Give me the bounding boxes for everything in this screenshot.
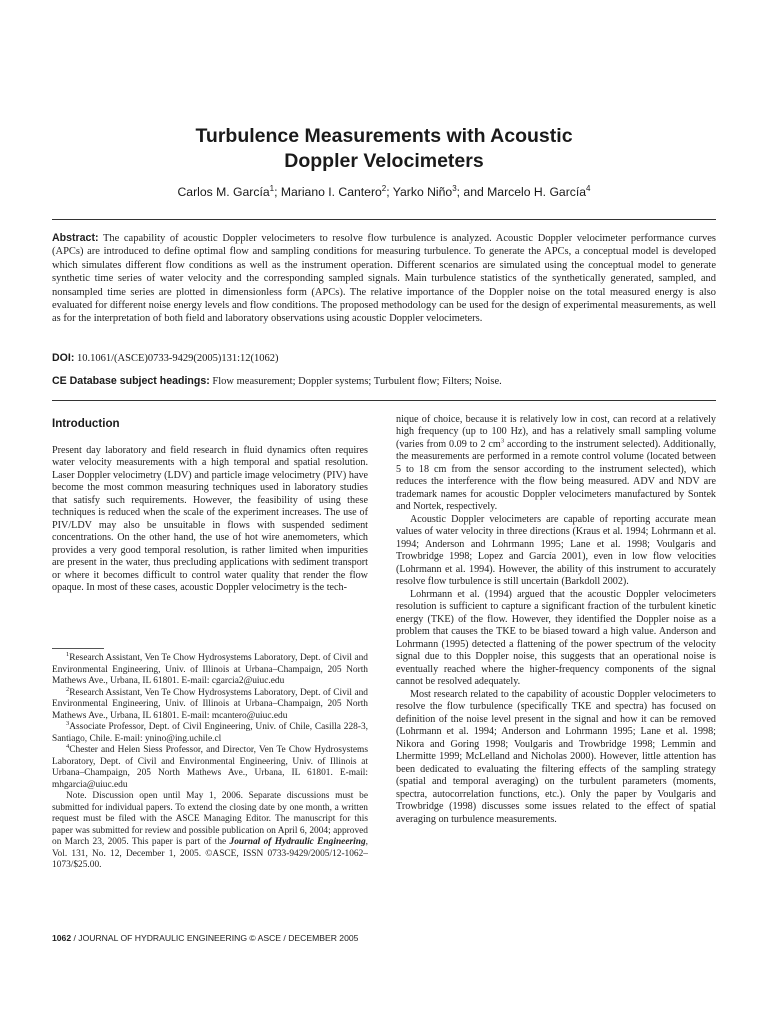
- title-line-1: Turbulence Measurements with Acoustic: [195, 125, 573, 147]
- footnote-4: [52, 742, 368, 791]
- footnote-1: [52, 650, 368, 688]
- footnote-mark: 2: [66, 685, 70, 693]
- right-column: [396, 414, 716, 826]
- title-line-2: Doppler Velocimeters: [284, 150, 484, 172]
- right-paragraph-3: Lohrmann et al. (1994) argued that the acoustic Doppler velocimeters resolution is sufficient to capture a significant fraction of the turbulent kinetic energy (TKE) of the flow. However, they identified the Doppler noise as a problem that causes the TKE to be biased toward a high value. Anderson and Lohrmann (1995) detected a flattening of the power spectrum of the velocity signal due to this Doppler noise, this suggests that an operational noise is eventually reached where the higher-frequency components of the signal cannot be resolved adequately.: [396, 588, 716, 688]
- note-text: Note. Discussion open until May 1, 2006. Separate discussions must be submitted for individual papers. To extend the closing date by one month, a written request must be filed with the ASCE Managing Editor. The manuscript for this paper was submitted for review and possible publication on April 6, 2004; approved on March 23, 2005. This paper is part of the: [52, 791, 368, 847]
- footnote-mark: 3: [66, 719, 70, 727]
- author-name: Carlos M. García: [177, 185, 270, 199]
- subject-headings-label: CE Database subject headings:: [52, 375, 210, 387]
- doi-label: DOI:: [52, 352, 75, 364]
- page-footer: [52, 933, 552, 943]
- doi-value[interactable]: 10.1061/(ASCE)0733-9429(2005)131:12(1062): [77, 353, 279, 364]
- right-paragraph-2: Acoustic Doppler velocimeters are capable of reporting accurate mean values of water velocity in three directions (Kraus et al. 1994; Lohrmann et al. 1994; Anderson and Lohrmann 1995; Lane et al. 1998; Voulgaris and Trowbridge 1998; Lopez and García 2001), even in low flow velocities (Lohrmann et al. 1994). However, the ability of this instrument to accurately resolve flow turbulence is still uncertain (Barkdoll 2002).: [396, 513, 716, 588]
- footnote-mark: 1: [66, 650, 70, 658]
- abstract-bottom-rule: [52, 400, 716, 401]
- author-name: Mariano I. Cantero: [280, 185, 382, 199]
- author-separator: ;: [386, 185, 393, 199]
- footnote-text: Associate Professor, Dept. of Civil Engineering, Univ. of Chile, Casilla 228-3, Santiago, Chile. E-mail: ynino@ing.uchile.cl: [52, 722, 368, 744]
- subject-headings-value: Flow measurement; Doppler systems; Turbulent flow; Filters; Noise.: [212, 376, 502, 387]
- author-list: [0, 185, 768, 199]
- footnotes: [52, 650, 368, 872]
- author-separator: ;: [274, 185, 281, 199]
- paragraph-text: according to the instrument selected). Additionally, the measurements are performed in a remote control volume (located between 5 to 18 cm from the sensor according to the instrument selected), which reduces the interference with the flow being measured. ADV and NDV are trademark names for acoustic Doppler velocimeters manufactured by Sontek and Nortek, respectively.: [396, 438, 716, 513]
- subject-headings: [52, 375, 716, 388]
- author-name: Yarko Niño: [392, 185, 453, 199]
- right-paragraph-1: [396, 414, 716, 514]
- author-affiliation-mark: 4: [586, 183, 591, 193]
- superscript: 3: [500, 437, 505, 445]
- footnote-mark: 4: [66, 742, 70, 750]
- page-number: 1062: [52, 933, 72, 943]
- intro-paragraph-1: Present day laboratory and field research in fluid dynamics often requires water velocity measurements with a high temporal and spatial resolution. Laser Doppler velocimetry (LDV) and particle image velocimetry (PIV) have become the most common measuring techniques used in laboratory studies that satisfy such requirements. However, the feasibility of using these techniques is reduced when the scale of the experiment increases. The use of PIV/LDV may also be unsuitable in flows with suspended sediment concentrations. On the other hand, the use of hot wire anemometers, which provides a very good temporal resolution, is rather limited when impurities are present in the water, thus precluding applications with sediment transport or where it becomes difficult to control water quality that render the flow opaque. In most of these cases, acoustic Doppler velocimetry is the tech-: [52, 445, 368, 594]
- left-column: [52, 414, 368, 595]
- abstract-top-rule: [52, 219, 716, 220]
- footnote-text: Research Assistant, Ven Te Chow Hydrosystems Laboratory, Dept. of Civil and Environmental Engineering, Univ. of Illinois at Urbana–Champaign, 205 North Mathews Ave., Urbana, IL 61801. E-mail: mcantero@uiuc.edu: [52, 687, 368, 721]
- journal-name: Journal of Hydraulic Engineering: [229, 837, 366, 847]
- author-affiliation-mark: 2: [381, 183, 387, 193]
- author-affiliation-mark: 1: [269, 183, 275, 193]
- right-paragraph-4: Most research related to the capability of acoustic Doppler velocimeters to resolve the flow turbulence (specifically TKE and spectra) has focused on definition of the noise level present in the signal and how it can be removed (Lohrmann et al. 1994; Anderson and Lohrmann 1995; Lane et al. 1998; Nikora and Goring 1998; Voulgaris and Trowbridge 1998; Lemmin and Lhermitte 1999; McLelland and Nicholas 2000). However, little attention has been dedicated to evaluating the filtering effects of the sampling strategy (spatial and temporal averaging) on the turbulent parameters (moments, spectra, autocorrelation functions, etc.). Only the paper by Voulgaris and Trowbridge (1998) discusses some issues related to the effect of spatial averaging on turbulence measurements.: [396, 688, 716, 825]
- doi-line: [52, 352, 716, 365]
- footnote-text: Research Assistant, Ven Te Chow Hydrosystems Laboratory, Dept. of Civil and Environmental Engineering, Univ. of Illinois at Urbana–Champaign, 205 North Mathews Ave., Urbana, IL 61801. E-mail: cgarcia2@uiuc.edu: [52, 653, 368, 686]
- paragraph-text: nique of choice, because it is relatively low in cost, can record at a relatively high frequency (up to 100 Hz), and has a relatively small sampling volume (varies from 0.09 to 2 cm: [396, 414, 716, 450]
- footnote-rule: [52, 648, 104, 649]
- abstract-label: Abstract:: [52, 232, 99, 244]
- footer-journal: / JOURNAL OF HYDRAULIC ENGINEERING © ASCE / DECEMBER 2005: [71, 933, 359, 943]
- editorial-note: [52, 791, 368, 872]
- paper-title: [0, 124, 768, 174]
- abstract-text: The capability of acoustic Doppler velocimeters to resolve flow turbulence is analyzed. Acoustic Doppler velocimeter performance curves (APCs) are introduced to define optimal flow and sampling conditions for measuring turbulence. To generate the APCs, a conceptual model is developed which simulates different flow conditions as well as the instrument operation. Different scenarios are simulated using the conceptual model to generate synthetic time series of water velocity and the corresponding sampled signals. Main turbulence statistics of the synthetically generated, sampled, and nonsampled time series are plotted in dimensionless form (APCs). The relative importance of the Doppler noise on the total measured energy is also evaluated for different noise energy levels and flow conditions. The proposed methodology can be used for the design of experimental measurements, as well as for the interpretation of both field and laboratory observations using acoustic Doppler velocimeters.: [52, 233, 716, 325]
- abstract: [52, 232, 716, 326]
- author-separator: ; and: [456, 185, 488, 199]
- footnote-2: [52, 685, 368, 723]
- section-heading-introduction: Introduction: [52, 417, 120, 430]
- author-affiliation-mark: 3: [452, 183, 457, 193]
- footnote-text: Chester and Helen Siess Professor, and Director, Ven Te Chow Hydrosystems Laboratory, Dept. of Civil and Environmental Engineering, Univ. of Illinois at Urbana–Champaign, 205 North Mathews Ave., Urbana, IL 61801. E-mail: mhgarcia@uiuc.edu: [52, 745, 368, 790]
- note-text: , Vol. 131, No. 12, December 1, 2005. ©ASCE, ISSN 0733-9429/2005/12-1062–1073/$25.00.: [52, 837, 368, 870]
- author-name: Marcelo H. García: [487, 185, 587, 199]
- footnote-3: [52, 719, 368, 745]
